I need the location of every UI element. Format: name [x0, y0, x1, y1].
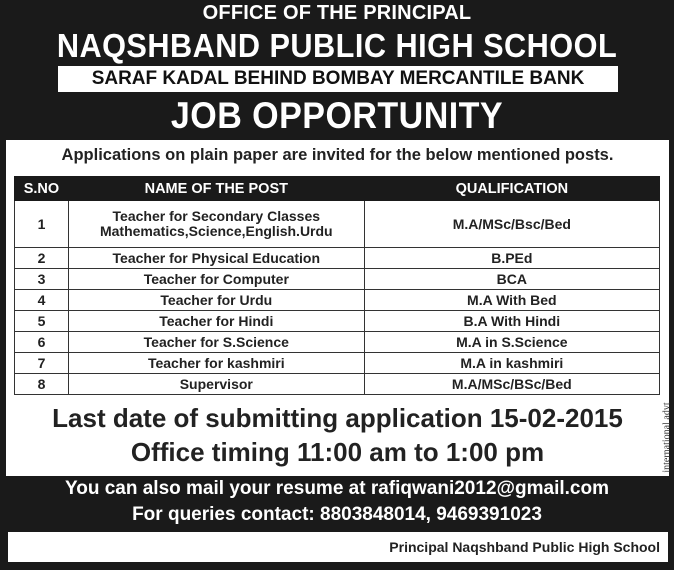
row-sno: 7 — [15, 353, 69, 374]
contact-text: For queries contact: 8803848014, 9469391023 — [132, 504, 542, 525]
table-row — [15, 332, 660, 353]
office-heading: OFFICE OF THE PRINCIPAL — [202, 2, 472, 24]
column-header-post: NAME OF THE POST — [68, 177, 364, 201]
mail-text: You can also mail your resume at rafiqwani2012@gmail.com — [64, 478, 610, 499]
row-qualification: B.A With Hindi — [364, 311, 659, 332]
row-sno: 2 — [15, 248, 69, 269]
school-address: SARAF KADAL BEHIND BOMBAY MERCANTILE BANK — [58, 66, 618, 92]
content-panel — [6, 140, 673, 476]
column-header-qualification: QUALIFICATION — [364, 177, 659, 201]
table-row — [15, 201, 660, 248]
row-sno: 8 — [15, 374, 69, 395]
row-qualification: M.A in S.Science — [364, 332, 659, 353]
row-post-line2: Mathematics,Science,English.Urdu — [99, 223, 333, 239]
table-row — [15, 269, 660, 290]
intro-text: Applications on plain paper are invited for the below mentioned posts. — [61, 146, 614, 164]
table-row — [15, 353, 660, 374]
row-sno: 4 — [15, 290, 69, 311]
row-qualification: BCA — [364, 269, 659, 290]
row-qualification: M.A/MSc/BSc/Bed — [364, 374, 659, 395]
row-qualification: B.PEd — [364, 248, 659, 269]
posts-table — [14, 176, 660, 395]
row-sno: 1 — [15, 201, 69, 248]
school-name: NAQSHBAND PUBLIC HIGH SCHOOL — [56, 27, 618, 64]
table-row — [15, 290, 660, 311]
row-post: Teacher for Urdu — [68, 290, 364, 311]
row-post: Teacher for S.Science — [68, 332, 364, 353]
row-post-line1: Teacher for Secondary Classes — [112, 208, 321, 224]
row-qualification: M.A/MSc/Bsc/Bed — [364, 201, 659, 248]
last-date-text: Last date of submitting application 15-02-2015 — [52, 403, 623, 433]
table-row — [15, 248, 660, 269]
side-note-text: international advt — [661, 402, 673, 473]
table-header-row — [15, 177, 660, 201]
row-qualification: M.A in kashmiri — [364, 353, 659, 374]
table-row — [15, 311, 660, 332]
column-header-sno: S.NO — [15, 177, 69, 201]
row-qualification: M.A With Bed — [364, 290, 659, 311]
table-row — [15, 374, 660, 395]
office-timing-text: Office timing 11:00 am to 1:00 pm — [130, 437, 545, 467]
row-sno: 6 — [15, 332, 69, 353]
row-sno: 5 — [15, 311, 69, 332]
row-post: Teacher for Computer — [68, 269, 364, 290]
row-post: Teacher for kashmiri — [68, 353, 364, 374]
row-post — [68, 201, 364, 248]
row-post: Teacher for Hindi — [68, 311, 364, 332]
row-post: Supervisor — [68, 374, 364, 395]
ad-title: JOB OPPORTUNITY — [170, 95, 504, 136]
row-post: Teacher for Physical Education — [68, 248, 364, 269]
footer-signature: Principal Naqshband Public High School — [389, 539, 660, 555]
footer-bar — [8, 532, 668, 562]
row-sno: 3 — [15, 269, 69, 290]
